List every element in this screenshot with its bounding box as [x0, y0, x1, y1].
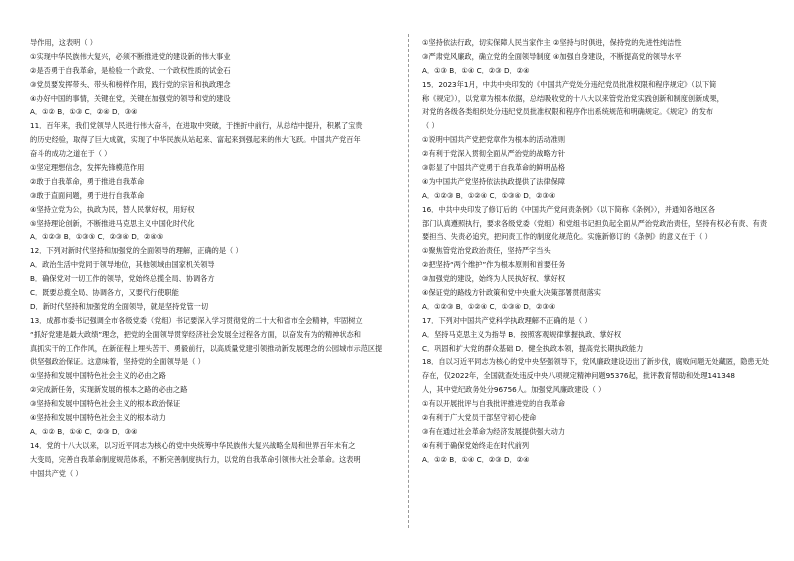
answer-choices: A．①③ B．①④ C．②③ D．②④: [422, 65, 530, 75]
option-line: ④坚持和发展中国特色社会主义的根本动力: [30, 413, 166, 423]
option-line: ③坚持和发展中国特色社会主义的根本政治保证: [30, 399, 181, 409]
option-line: ①实现中华民族伟大复兴，必须不断推进党的建设新的伟大事业: [30, 51, 231, 61]
option-line: A．坚持马克思主义为指导 B．按照客观规律掌握执政、掌好权: [422, 329, 622, 339]
option-line: ②把坚持“两个维护”作为根本原则和首要任务: [422, 260, 566, 270]
text-line: 的历史经验，取得了巨大成就，实现了中华民族从站起来、富起来到强起来的伟大飞跃。中国共产党百年: [30, 135, 361, 145]
option-line: ③敢于直面问题，勇于进行自我革命: [30, 190, 145, 200]
option-line: ①坚持依法行政，切实保障人民当家作主 ②坚持与时俱进，保持党的先进性纯洁性: [422, 38, 682, 47]
option-line: ③党员要发挥带头、带头和榜样作用，践行党的宗旨和执政理念: [30, 79, 231, 89]
question-12: 12．下列对新时代坚持和加强党的全面领导的理解，正确的是（ ）: [30, 246, 243, 256]
text-line: 部门认真遵照执行，要求各级党委（党组）和党组书记担负起全面从严治党政治责任，坚持有权必有责、有责: [422, 218, 768, 228]
answer-choices: A．①②③ B．①②④ C．①③④ D．②③④: [422, 301, 556, 311]
option-line: ④办好中国的事情，关键在党，关键在加强党的领导和党的建设: [30, 93, 231, 103]
option-line: ①坚持和发展中国特色社会主义的必由之路: [30, 371, 166, 381]
text-line: “抓好党建是最大政绩”理念，把党的全面领导贯穿经济社会发展全过程各方面，以奋发有为的精神状态和: [30, 329, 361, 339]
option-line: ④保证党的路线方针政策和党中央重大决策部署贯彻落实: [422, 288, 601, 298]
option-line: ①有以开展批评与自我批评推进党的自我革命: [422, 399, 566, 409]
answer-choices: A．①② B．①④ C．②③ D．②④: [422, 454, 530, 464]
text-line: 真抓实干的工作作风，在新征程上埋头苦干、勇毅前行，以高质量党建引领推动新发展理念的公园城市示范区提: [30, 343, 383, 353]
option-line: D．新时代坚持和加强党的全面领导，就是坚持党管一切: [30, 301, 209, 311]
text-line: （ ）: [422, 121, 439, 131]
option-line: ①聚焦管党治党政治责任，坚持严字当头: [422, 246, 551, 256]
option-line: ①坚定理想信念，发挥先锋模范作用: [30, 163, 145, 173]
option-line: ①说明中国共产党把党章作为根本的活动准则: [422, 135, 566, 145]
question-18: 18．自以习近平同志为核心的党中央坚强领导下，党风廉政建设迈出了新步伐，腐败问题无处藏匿，隐患无处: [422, 357, 769, 367]
option-line: ④有利于确保党始终走在时代前列: [422, 440, 530, 450]
text-line: 对党的各级各类组织处分违纪党员批准权限和程序作出系统规范和明确规定。《规定》的发布: [422, 107, 714, 117]
question-11: 11．百年来，我们党领导人民进行伟大奋斗，在进取中突破，于挫折中前行，从总结中提升，积累了宝贵: [30, 121, 363, 131]
option-line: ②敢于自我革命，勇于推进自我革命: [30, 176, 145, 186]
option-line: ②是否勇于自我革命，是检验一个政党、一个政权性质的试金石: [30, 65, 231, 75]
option-line: ②完成新任务，实现新发展的根本之路的必由之路: [30, 385, 188, 395]
option-line: ③有在通过社会革命为经济发展提供强大动力: [422, 426, 566, 436]
option-line: ⑤坚持理论创新，不断推进马克思主义中国化时代化: [30, 218, 195, 228]
question-13: 13．成都市委书记强调全市各级党委（党组）书记要深入学习贯彻党的二十大和省市全会精神，牢固树立: [30, 315, 363, 325]
option-line: ②有利于广大党员干部坚守初心使命: [422, 413, 537, 423]
text-line: 要担当、失责必追究，把问责工作的制度化规范化。实施新修订的《条例》的意义在于（ ）: [422, 232, 712, 242]
option-line: C．既要总揽全局、协调各方，又要代行使职能: [30, 288, 179, 298]
question-14: 14．党的十八大以来，以习近平同志为核心的党中央统筹中华民族伟大复兴战略全局和世界百年未有之: [30, 440, 356, 450]
text-line: 存在，仅2022年，全国就查处违反中央八项规定精神问题95376起，批评教育帮助和处理141348: [422, 371, 735, 381]
option-line: ④为中国共产党坚持依法执政提供了法律保障: [422, 176, 566, 186]
column-divider: [408, 34, 409, 528]
answer-choices: A．①②③ B．①②④ C．①③④ D．②③④: [422, 190, 556, 200]
left-column: [30, 36, 398, 481]
answer-choices: A．①②③ B．①③⑤ C．②③④ D．②④⑤: [30, 232, 164, 242]
text-line: 奋斗的成功之道在于（ ）: [30, 149, 112, 159]
option-line: ③彰显了中国共产党勇于自我革命的鲜明品格: [422, 163, 566, 173]
option-line: ③严肃党风廉政，确立党的全面领导制度 ④加强自身建设，不断提高党的领导水平: [422, 51, 682, 61]
text-line: 大变局，完善自我革命制度规范体系，不断完善制度执行力，以党的自我革命引领伟大社会革命。这表明: [30, 454, 361, 464]
question-15: 15．2023年1月，中共中央印发的《中国共产党处分违纪党员批准权限和程序规定》（以下简: [422, 79, 717, 89]
question-17: 17．下列对中国共产党科学执政理解不正确的是（ ）: [422, 315, 592, 325]
option-line: ③加强党的建设，始终为人民执好权、掌好权: [422, 274, 566, 284]
text-line: 供坚强政治保证。这意味着，坚持党的全面领导是（ ）: [30, 357, 205, 367]
option-line: A．政治生活中党同于领导地位，其他领域由国家机关领导: [30, 260, 215, 270]
text-line: 中国共产党（ ）: [30, 468, 83, 478]
question-16: 16．中共中央印发了修订后的《中国共产党问责条例》（以下简称《条例》），并通知各地区各: [422, 204, 716, 214]
text-line: 称《规定》），以党章为根本依据，总结吸收党的十八大以来管党治党实践创新和制度创新成果，: [422, 93, 724, 103]
answer-choices: A．①② B．①④ C．②③ D．③④: [30, 426, 138, 436]
answer-choices: A．①② B．①③ C．②④ D．③④: [30, 107, 138, 117]
text-line: 导作用，这表明（ ）: [30, 38, 97, 47]
text-line: 人，其中党纪政务处分96756人。加强党风廉政建设（ ）: [422, 385, 606, 395]
option-line: ④坚持立党为公，执政为民，替人民掌好权，用好权: [30, 204, 195, 214]
option-line: ②有利于党深入贯彻全面从严治党的战略方针: [422, 149, 566, 159]
right-column: [422, 36, 790, 467]
option-line: C．巩固和扩大党的群众基础 D．健全执政本领，提高党长期执政能力: [422, 343, 644, 353]
option-line: B．确保党对一切工作的领导，党始终总揽全局、协调各方: [30, 274, 215, 284]
